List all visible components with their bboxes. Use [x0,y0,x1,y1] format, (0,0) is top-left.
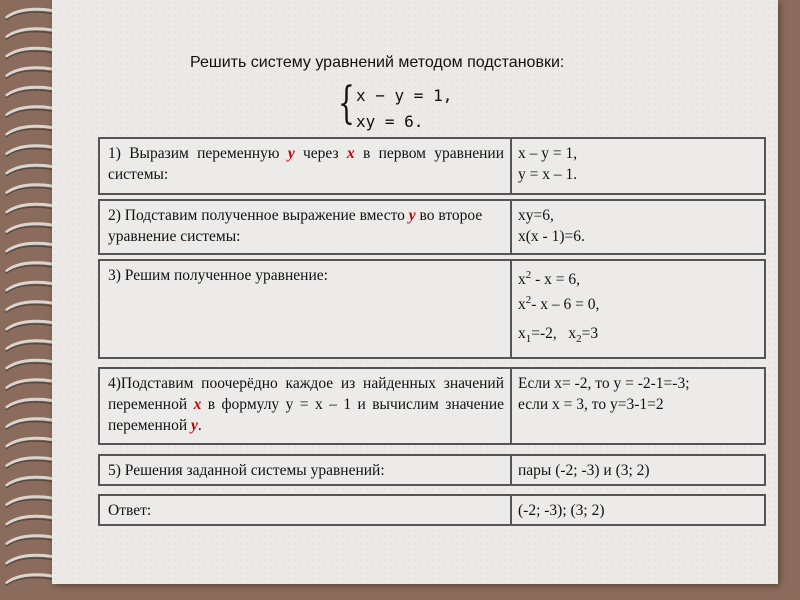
step-4-description: 4)Подставим поочерёдно каждое из найденных значений переменной x в формулу y = x – 1 и вычислим значение переменной y. [100,369,512,443]
step-5-result: пары (-2; -3) и (3; 2) [518,462,650,479]
answer-label: Ответ: [100,496,512,524]
step-2-box [98,199,766,255]
system-equation-2: xy = 6. [356,112,424,131]
system-equation-1: x − y = 1, [356,86,453,105]
step-1-description: 1) Выразим переменную y через x в первом уравнении системы: [100,139,512,193]
step-1-result: x – y = 1, y = x – 1. [518,145,578,183]
step-3-box [98,259,766,359]
system-brace: { [338,78,355,129]
step-2-description: 2) Подставим полученное выражение вместо y во второе уравнение системы: [100,201,512,253]
page-title: Решить систему уравнений методом подстановки: [190,54,565,71]
step-4-box [98,367,766,445]
step-4-result: Если x= -2, то y = -2-1=-3; если x = 3, то y=3-1=2 [518,375,690,413]
answer-value: (-2; -3); (3; 2) [518,502,605,519]
step-3-description: 3) Решим полученное уравнение: [100,261,512,357]
answer-box [98,494,766,526]
step-1-box [98,137,766,195]
step-5-description: 5) Решения заданной системы уравнений: [100,456,512,484]
step-2-result: xy=6, x(x - 1)=6. [518,207,585,245]
step-5-box [98,454,766,486]
step-3-result: $x^2 - x = 6$, $x^2-$ x – 6 = 0, $x_1=-2$, $x_2=3$ [518,269,600,346]
